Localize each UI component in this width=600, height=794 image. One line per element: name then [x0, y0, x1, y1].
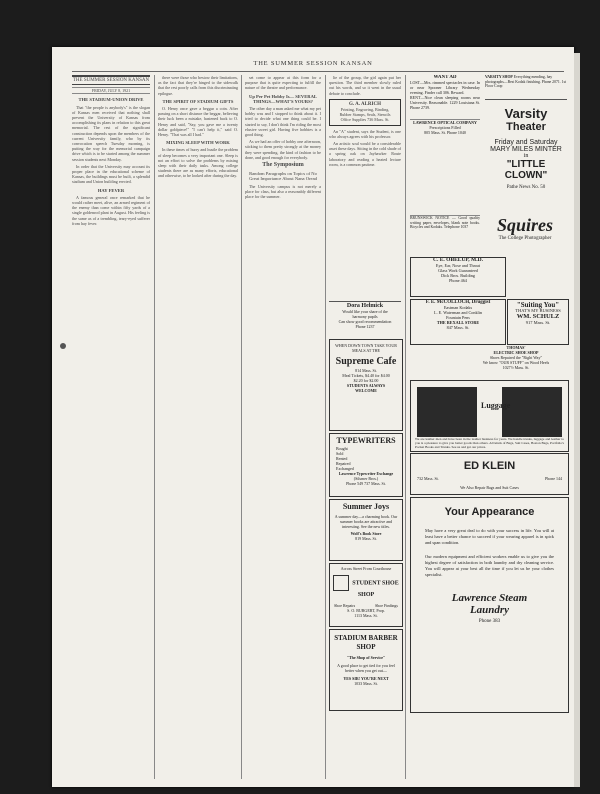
ed-klein-ad — [410, 453, 569, 495]
student-shop-right: Shoe Findings — [374, 603, 398, 608]
shoe-icon — [333, 575, 349, 591]
luggage-title: Luggage — [481, 401, 511, 410]
article-text: An "A" student, says the Student, is one who always agrees with his professor. — [329, 128, 401, 139]
mccolloch-line: 847 Mass. St. — [446, 325, 470, 330]
barber-addr: 1033 Mass. St. — [354, 681, 378, 686]
column-1 — [72, 75, 150, 779]
alrich-line: Office Supplies 736 Mass. St. — [340, 117, 390, 123]
article-text: there were those who bestow their limitations, as the fact that they're hinged to the sidewalk that the rest poorly calls from this discriminating epilogue. — [158, 75, 238, 96]
optical-line: 805 Mass. St. Phone 1040 — [424, 130, 466, 135]
oreilly-line: Dick Bros. Building — [441, 273, 475, 278]
alrich-line: Printing, Engraving, Binding, — [340, 107, 390, 113]
column-divider — [241, 75, 242, 779]
summer-joys-name: Wolf's Book Store — [350, 531, 382, 536]
article-text: A famous general once remarked that he would rather meet, alive, an armed regiment of the enemy than come within fifty yards of a single goldenrod plant in August. His feeling is the same as of a trembling, teary-eyed sufferer from hay fever. — [72, 194, 150, 226]
page-edge — [574, 53, 580, 787]
typewriter-name: Lawrence Typewriter Exchange — [338, 471, 394, 476]
mccolloch-name: F. E. McCOLLOCH, Druggist — [425, 300, 491, 305]
binding-hole — [60, 343, 66, 349]
want-ad-text: LOST—Mrs. rimmed spectacles in case. In or near Spooner Library Wednesday evening. Finder call 306. Reward. — [410, 80, 480, 95]
masthead-name: THE SUMMER SESSION KANSAN — [72, 75, 150, 85]
barber-ad — [329, 629, 403, 711]
want-ad-title: WANT AD — [433, 75, 457, 80]
oreilly-line: Glass Work Guaranteed — [438, 268, 478, 273]
mccolloch-line: Eastman Kodaks — [443, 305, 473, 310]
suitcase-illustration — [502, 387, 562, 437]
alrich-title: G. A. ALRICH — [349, 101, 381, 107]
thomas-line: Shoes Repaired the "Right Way" — [489, 355, 543, 360]
oreilly-name: C. E. OBELUP, M.D. — [433, 257, 483, 263]
brunswick-text: BRUNSWICK NOTICE — Good quality writing paper, envelopes, blank note books. Bicycles and Kodaks. Telephone 1037 — [410, 216, 480, 230]
varsity-film: "LITTLE CLOWN" — [504, 159, 548, 181]
article-text: lie of the group, the girl again put her question. The third member slowly ruled out his words, and so it went in the usual debate to conclude. — [329, 75, 401, 96]
varsity-name: Varsity — [504, 106, 548, 121]
schulz-name: WM. SCHULZ — [516, 313, 560, 320]
thomas-line: 1027½ Mass. St. — [502, 365, 530, 370]
typewriter-line: Exchanged — [336, 466, 354, 471]
article-text: In these times of hurry and hustle the problem of sleep becomes a very important one. Sleep is not an effort to solve the problems by mixing sleep with their daily tasks. Among college students there are as many efforts, educational and otherwise, to be looked after during the day. — [158, 147, 238, 179]
oreilly-line: Phone 464 — [449, 278, 467, 283]
thomas-sub: ELECTRIC SHOE SHOP — [493, 350, 539, 355]
typewriter-line: Repaired — [336, 461, 351, 466]
varsity-shop-ad — [485, 75, 567, 97]
typewriter-title: TYPEWRITERS — [336, 436, 396, 445]
headline-mixing-sleep: MIXING SLEEP WITH WORK — [166, 140, 230, 146]
laundry-name: Lawrence Steam Laundry — [451, 592, 528, 616]
ed-klein-name: ED KLEIN — [463, 460, 516, 472]
supreme-cafe-ad — [329, 339, 403, 431]
date-line: FRIDAY, JULY 8, 1921 — [72, 87, 150, 94]
trunk-illustration — [417, 387, 477, 437]
alrich-ad — [329, 99, 401, 126]
article-text: In order that the University may account its proper place in the educational scheme of Kansas, the buildings must be built, a splendid stadium and Union building erected. — [72, 163, 150, 185]
ed-klein-phone: Phone 144 — [545, 476, 562, 481]
header-rule — [72, 71, 564, 72]
typewriter-addr: (Silsmer Bros.) — [353, 476, 379, 481]
article-text: O. Henry once gave a beggar a coin. After passing on a short distance the beggar, believing their luck been a mistake, hastened back to O. Henry and said, "Say, you gave me a twenty dollar goldpiece!" "I can't help it," said O. Henry. "That was all I had." — [158, 106, 238, 138]
luggage-text: We are leather men and have been in the leather business for years. We handle trunks, luggage and leather to you is a pleasure to give you better goods than others. All kinds of Bags, Suit Cases, Boston Bags, Portfolio's Pocket Books and Trunks. See us and get our prices. — [415, 437, 564, 449]
typewriter-line: Bought — [336, 446, 348, 451]
mccolloch-line: L. E. Waterman and Conklin — [434, 310, 482, 315]
optical-line: Prescriptions Filled — [429, 125, 461, 130]
schulz-slogan: "Suiting You" — [516, 301, 560, 309]
article-text: That "the people is anybody's" is the slogan of Kansas men received that nothing shall prevent the University of Kansas from accomplishing its plans in relation to this great memorial. The rest of the significant construction depends upon the members of the current University family, who by its convocation speech Tuesday morning, is putting the way for the memorial campaign drive which is to be started among the summer session students next Monday. — [72, 104, 150, 162]
thomas-ad — [465, 345, 567, 377]
oreilly-ad — [410, 257, 506, 297]
student-shop-top: Across Street From Courthouse — [340, 566, 392, 571]
supreme-intro: WHEN DOWN TOWN TAKE YOUR MEALS AT THE — [335, 343, 397, 353]
supreme-line: $2.20 for $2.00 — [353, 378, 379, 383]
appearance-text: May have a very great deal to do with your success in life. You will at least have a better chance to succeed if your wearing apparel is in spick and span condition. — [425, 528, 554, 545]
headline-stadium-union: THE STADIUM-UNION DRIVE — [78, 97, 144, 103]
squires-ad — [482, 215, 568, 255]
column-3 — [245, 75, 321, 779]
summer-joys-addr: 819 Mass. St. — [355, 536, 377, 541]
newspaper-page — [52, 47, 574, 787]
varsity-star: MARY MILES MINTER — [490, 146, 562, 153]
student-shop-ad — [329, 563, 403, 627]
alrich-line: Rubber Stamps, Seals, Stencils — [339, 112, 391, 118]
summer-joys-title: Summer Joys — [342, 502, 390, 511]
varsity-extra: Pathe News No. 50 — [506, 185, 546, 190]
varsity-in: in — [523, 153, 529, 159]
laundry-phone: Phone 383 — [478, 619, 501, 624]
typewriter-line: Sold — [336, 451, 344, 456]
optical-title: LAWRENCE OPTICAL COMPANY — [413, 120, 477, 125]
thomas-title: THOMAS' — [506, 345, 526, 350]
luggage-ad — [410, 380, 569, 452]
subhead-symposium: Random Paragraphs on Topics of No Great Importance About Nana Oread — [249, 171, 317, 182]
mccolloch-ad — [410, 299, 506, 345]
headline-symposium: The Symposium — [262, 162, 304, 169]
article-text: The University campus is not merely a place for class, but also a reasonably different place for the summer. — [245, 183, 321, 200]
summer-joys-ad — [329, 499, 403, 561]
schulz-addr: 917 Mass. St. — [525, 320, 551, 325]
article-text: As we had an offer of hobby one afternoon, sticking to them pretty strongly at the money they were spending, the kind of fashion to be done, and good enough for everybody. — [245, 139, 321, 160]
article-text: set come to appear at this form for a purpose that is quite expecting to fulfill the nature of the theatre and performance. — [245, 75, 321, 91]
brunswick-ad — [410, 215, 480, 246]
varsity-days: Friday and Saturday — [494, 139, 558, 146]
dora-name: Dora Helmick — [346, 303, 384, 309]
column-divider — [405, 75, 406, 779]
appearance-text: Our modern equipment and efficient workers enable us to give you the highest degree of satisfaction in both laundry and dry cleaning service. You will appear at your best all the time if you let us be your clothes specialist. — [425, 554, 554, 577]
student-shop-addr: 1113 Mass. St. — [354, 613, 378, 618]
dora-line: Can show good recommendation — [338, 319, 392, 324]
barber-title: STADIUM BARBER SHOP — [334, 634, 398, 651]
student-shop-owner: S. O. BURGERT, Prop. — [347, 608, 385, 613]
supreme-name: Supreme Cafe — [335, 356, 397, 367]
varsity-theater-ad — [485, 99, 567, 215]
student-shop-left: Shoe Repairs — [334, 603, 356, 608]
supreme-addr: 814 Mass. St. — [355, 368, 377, 373]
dora-line: Phone 1237 — [355, 324, 375, 329]
supreme-line: Meal Tickets, $4.40 for $4.00 — [342, 373, 390, 378]
typewriter-phone: Phone 549 737 Mass. St. — [346, 481, 386, 486]
appearance-title: Your Appearance — [444, 506, 535, 518]
varsity-shop-text: Everything mending, hay photographs—Best Kodak finishing. Phone 2071. 1st Floor Coop — [485, 75, 567, 89]
dora-line: harmony pupils — [352, 314, 378, 319]
student-shop-name — [330, 575, 402, 599]
typewriter-line: Rented — [336, 456, 348, 461]
mccolloch-line: Fountain Pens — [446, 315, 470, 320]
barber-line: YES SIR! YOU'RE NEXT — [343, 676, 389, 681]
want-ad — [410, 75, 480, 115]
student-shop-label: STUDENT SHOE SHOP — [352, 580, 399, 598]
running-title: THE SUMMER SESSION KANSAN — [253, 60, 373, 67]
ed-klein-tag: We Also Repair Bags and Suit Cases — [460, 485, 519, 490]
supreme-line: STUDENTS ALWAYS — [346, 383, 386, 388]
barber-sub: "The Shop of Service" — [346, 655, 386, 660]
laundry-ad — [410, 497, 569, 713]
article-text: The other day a man asked me what my pet hobby was and I stopped to think about it. I tried to decide what one thing could be. I started to say, I don't think I'm riding the most elusive sweet girl. Having five hobbies is a good thing. — [245, 106, 321, 138]
schulz-ad — [507, 299, 569, 345]
column-divider — [325, 75, 326, 779]
thomas-line: We know "OUR STUFF" on Wood Heels — [482, 360, 550, 365]
typewriter-ad — [329, 433, 403, 497]
want-ad-text: RENT—Nice clean sleeping rooms near University. Reasonable. 1229 Louisiana St. Phone 2739. — [410, 95, 480, 110]
varsity-sub: Theater — [506, 121, 546, 133]
article-text: An artistic soul would be a considerable asset these days. Sitting in the cold shade of a spring oak on Jayhawker Route laboratory and reading a heated lecture room, is a common pastime. — [329, 141, 401, 167]
summer-joys-text: A summer day—a charming book. Our summer books are attractive and interesting. See the new titles. — [334, 514, 398, 529]
column-2 — [158, 75, 238, 779]
headline-hay-fever: HAY FEVER — [97, 187, 125, 193]
headline-pet-hobby: Up Per Pet Hobby Is— SEVERAL THINGS—WHAT'S YOURS? — [249, 93, 317, 104]
barber-text: A good place to get tied for you feel better when you get out— — [337, 663, 395, 673]
mccolloch-line: THE REXALL STORE — [436, 320, 480, 325]
column-divider — [154, 75, 155, 779]
oreilly-line: Eye, Ear, Nose and Throat — [435, 263, 481, 268]
optical-ad — [410, 119, 480, 180]
schulz-tag: THAT'S MY BUSINESS — [515, 308, 561, 313]
dora-line: Would like your share of the — [342, 309, 388, 314]
varsity-shop-title: VARSITY SHOP — [485, 75, 513, 79]
dora-ad — [329, 301, 401, 334]
squires-sub: The College Photographer — [498, 236, 552, 241]
supreme-line: WELCOME — [355, 388, 377, 393]
headline-spirit-stadium-gifts: THE SPIRIT OF STADIUM GIFTS — [162, 98, 234, 104]
squires-name: Squires — [496, 215, 554, 235]
ed-klein-address: 732 Mass. St. — [417, 476, 439, 481]
